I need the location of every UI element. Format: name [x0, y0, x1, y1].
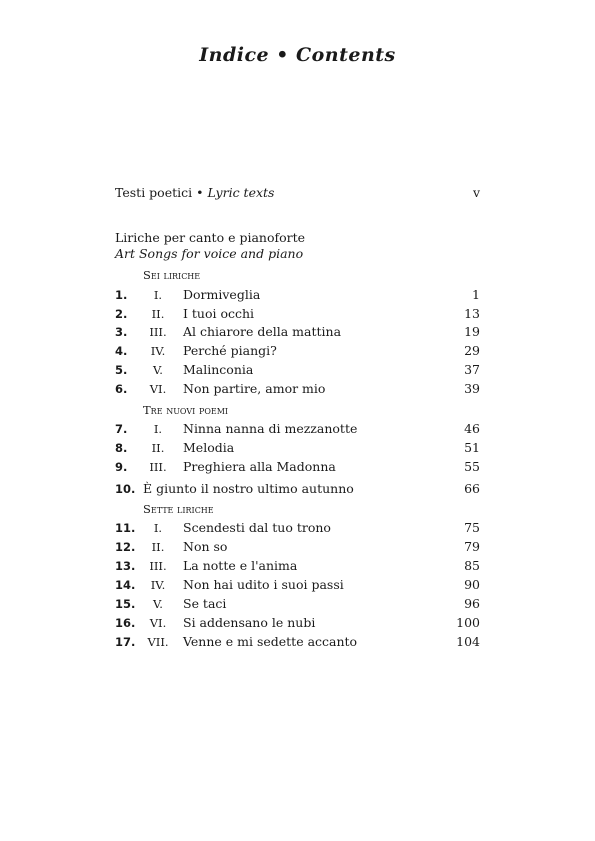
song-title: Al chiarore della mattina — [183, 324, 342, 339]
song-title: È giunto il nostro ultimo autunno — [143, 481, 354, 496]
toc-page-number: 100 — [456, 615, 480, 630]
song-number: 6. — [115, 382, 128, 396]
roman-numeral: II. — [151, 441, 165, 455]
toc-page-number: 85 — [464, 558, 480, 573]
song-number: 4. — [115, 344, 128, 358]
page-title: Indice • Contents — [199, 44, 396, 66]
song-title: Venne e mi sedette accanto — [183, 634, 358, 649]
group-label: Sette liriche — [143, 502, 214, 516]
roman-numeral: I. — [153, 422, 163, 436]
song-title: Malinconia — [183, 362, 254, 377]
roman-numeral: IV. — [150, 344, 166, 358]
roman-numeral: II. — [151, 540, 165, 554]
roman-numeral: V. — [153, 363, 163, 377]
song-title: Non hai udito i suoi passi — [183, 577, 344, 592]
toc-page-number: 51 — [464, 440, 480, 455]
roman-numeral: III. — [149, 325, 167, 339]
section-heading-en: Art Songs for voice and piano — [115, 246, 304, 261]
song-number: 9. — [115, 460, 128, 474]
song-title: Non partire, amor mio — [183, 381, 326, 396]
roman-numeral: III. — [149, 559, 167, 573]
song-title: Si addensano le nubi — [183, 615, 316, 630]
group-label: Tre nuovi poemi — [143, 403, 229, 417]
toc-page-number: 46 — [464, 421, 480, 436]
song-title: I tuoi occhi — [183, 306, 255, 321]
lyric-label-it: Testi poetici • — [115, 185, 208, 200]
song-title: Se taci — [183, 596, 227, 611]
song-title: Ninna nanna di mezzanotte — [183, 421, 358, 436]
song-title: Melodia — [183, 440, 235, 455]
song-title: Perché piangi? — [183, 343, 277, 358]
song-number: 14. — [115, 578, 136, 592]
toc-page-number: 1 — [472, 287, 480, 302]
toc-page-number: 13 — [464, 306, 480, 321]
roman-numeral: VI. — [149, 616, 167, 630]
lyric-label-en: Lyric texts — [207, 185, 275, 200]
song-title: Preghiera alla Madonna — [183, 459, 336, 474]
section-heading-it: Liriche per canto e pianoforte — [115, 230, 306, 245]
toc-page-number: 75 — [464, 520, 480, 535]
toc-page-number: 90 — [464, 577, 480, 592]
song-number: 5. — [115, 363, 128, 377]
roman-numeral: I. — [153, 521, 163, 535]
song-title: Non so — [183, 539, 228, 554]
song-number: 10. — [115, 482, 136, 496]
roman-numeral: I. — [153, 288, 163, 302]
song-number: 16. — [115, 616, 136, 630]
roman-numeral: VII. — [147, 635, 169, 649]
song-title: Scendesti dal tuo trono — [183, 520, 331, 535]
song-number: 11. — [115, 521, 136, 535]
song-number: 17. — [115, 635, 136, 649]
song-number: 12. — [115, 540, 136, 554]
toc-page-number: 37 — [464, 362, 480, 377]
group-label: Sei liriche — [143, 268, 201, 282]
roman-numeral: III. — [149, 460, 167, 474]
toc-page-number: 96 — [464, 596, 480, 611]
roman-numeral: IV. — [150, 578, 166, 592]
toc-page-number: 19 — [464, 324, 480, 339]
toc-page-number: 55 — [464, 459, 480, 474]
song-title: La notte e l'anima — [183, 558, 298, 573]
song-number: 2. — [115, 307, 128, 321]
song-number: 8. — [115, 441, 128, 455]
song-number: 7. — [115, 422, 128, 436]
roman-numeral: II. — [151, 307, 165, 321]
toc-page-number: v — [472, 185, 480, 200]
song-number: 13. — [115, 559, 136, 573]
toc-page-number: 29 — [464, 343, 480, 358]
toc-page-number: 79 — [464, 539, 480, 554]
song-number: 1. — [115, 288, 128, 302]
toc-page-number: 39 — [464, 381, 480, 396]
song-title: Dormiveglia — [183, 287, 261, 302]
roman-numeral: VI. — [149, 382, 167, 396]
song-number: 15. — [115, 597, 136, 611]
toc-page-number: 104 — [456, 634, 480, 649]
roman-numeral: V. — [153, 597, 163, 611]
song-number: 3. — [115, 325, 128, 339]
toc-page-number: 66 — [464, 481, 480, 496]
